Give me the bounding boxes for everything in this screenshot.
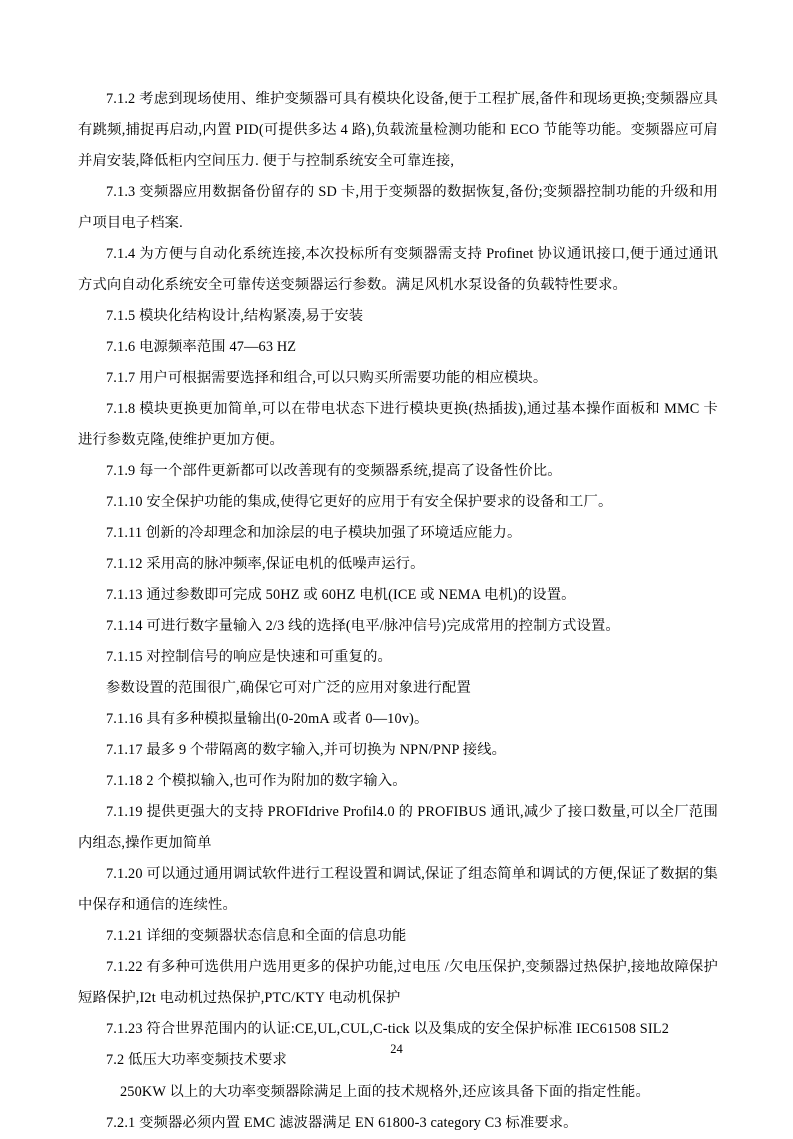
paragraph: 7.1.21 详细的变频器状态信息和全面的信息功能 [106,928,407,945]
document-body [78,84,718,1139]
paragraph: 7.1.22 有多种可选供用户选用更多的保护功能,过电压 /欠电压保护,变频器过热保护,接地故障保护短路保护,I2t 电动机过热保护,PTC/KTY 电动机保护 [78,959,718,1007]
paragraph: 250KW 以上的大功率变频器除满足上面的技术规格外,还应该具备下面的指定性能。 [120,1083,650,1100]
paragraph: 7.2.1 变频器必须内置 EMC 滤波器满足 EN 61800-3 category C3 标准要求。 [106,1114,578,1131]
paragraph: 7.1.16 具有多种模拟量输出(0-20mA 或者 0—10v)。 [106,711,429,728]
paragraph: 参数设置的范围很广,确保它可对广泛的应用对象进行配置 [106,680,471,697]
paragraph: 7.1.4 为方便与自动化系统连接,本次投标所有变频器需支持 Profinet 协议通讯接口,便于通过通讯方式向自动化系统安全可靠传送变频器运行参数。满足风机水泵设备的负载特性要求。 [78,246,718,294]
paragraph: 7.1.18 2 个模拟输入,也可作为附加的数字输入。 [106,773,407,790]
paragraph: 7.1.10 安全保护功能的集成,使得它更好的应用于有安全保护要求的设备和工厂。 [106,494,613,511]
paragraph: 7.1.14 可进行数字量输入 2/3 线的选择(电平/脉冲信号)完成常用的控制方式设置。 [106,618,620,635]
paragraph: 7.1.6 电源频率范围 47—63 HZ [106,339,297,356]
paragraph: 7.1.3 变频器应用数据备份留存的 SD 卡,用于变频器的数据恢复,备份;变频器控制功能的升级和用户项目电子档案. [78,184,718,232]
paragraph: 7.1.23 符合世界范围内的认证:CE,UL,CUL,C-tick 以及集成的安全保护标准 IEC61508 SIL2 [106,1021,669,1038]
paragraph: 7.1.2 考虑到现场使用、维护变频器可具有模块化设备,便于工程扩展,备件和现场更换;变频器应具有跳频,捕捉再启动,内置 PID(可提供多达 4 路),负载流量检测功能和 ECO 节能等功能。变频器应可肩并肩安装,降低柜内空间压力. 便于与控制系统安全可靠连接, [78,91,718,170]
paragraph: 7.1.7 用户可根据需要选择和组合,可以只购买所需要功能的相应模块。 [106,370,548,387]
paragraph: 7.1.17 最多 9 个带隔离的数字输入,并可切换为 NPN/PNP 接线。 [106,742,507,759]
paragraph: 7.1.5 模块化结构设计,结构紧凑,易于安装 [106,308,364,325]
paragraph: 7.2 低压大功率变频技术要求 [106,1052,287,1069]
paragraph: 7.1.9 每一个部件更新都可以改善现有的变频器系统,提高了设备性价比。 [106,463,562,480]
paragraph: 7.1.13 通过参数即可完成 50HZ 或 60HZ 电机(ICE 或 NEMA 电机)的设置。 [106,587,576,604]
paragraph: 7.1.11 创新的冷却理念和加涂层的电子模块加强了环境适应能力。 [106,525,522,542]
paragraph: 7.1.8 模块更换更加简单,可以在带电状态下进行模块更换(热插拔),通过基本操作面板和 MMC 卡进行参数克隆,使维护更加方便。 [78,401,718,449]
page-number: 24 [390,1042,403,1056]
paragraph: 7.1.15 对控制信号的响应是快速和可重复的。 [106,649,392,666]
paragraph: 7.1.20 可以通过通用调试软件进行工程设置和调试,保证了组态简单和调试的方便,保证了数据的集中保存和通信的连续性。 [78,866,718,914]
paragraph: 7.1.12 采用高的脉冲频率,保证电机的低噪声运行。 [106,556,425,573]
paragraph: 7.1.19 提供更强大的支持 PROFIdrive Profil4.0 的 PROFIBUS 通讯,减少了接口数量,可以全厂范围内组态,操作更加简单 [78,804,718,852]
